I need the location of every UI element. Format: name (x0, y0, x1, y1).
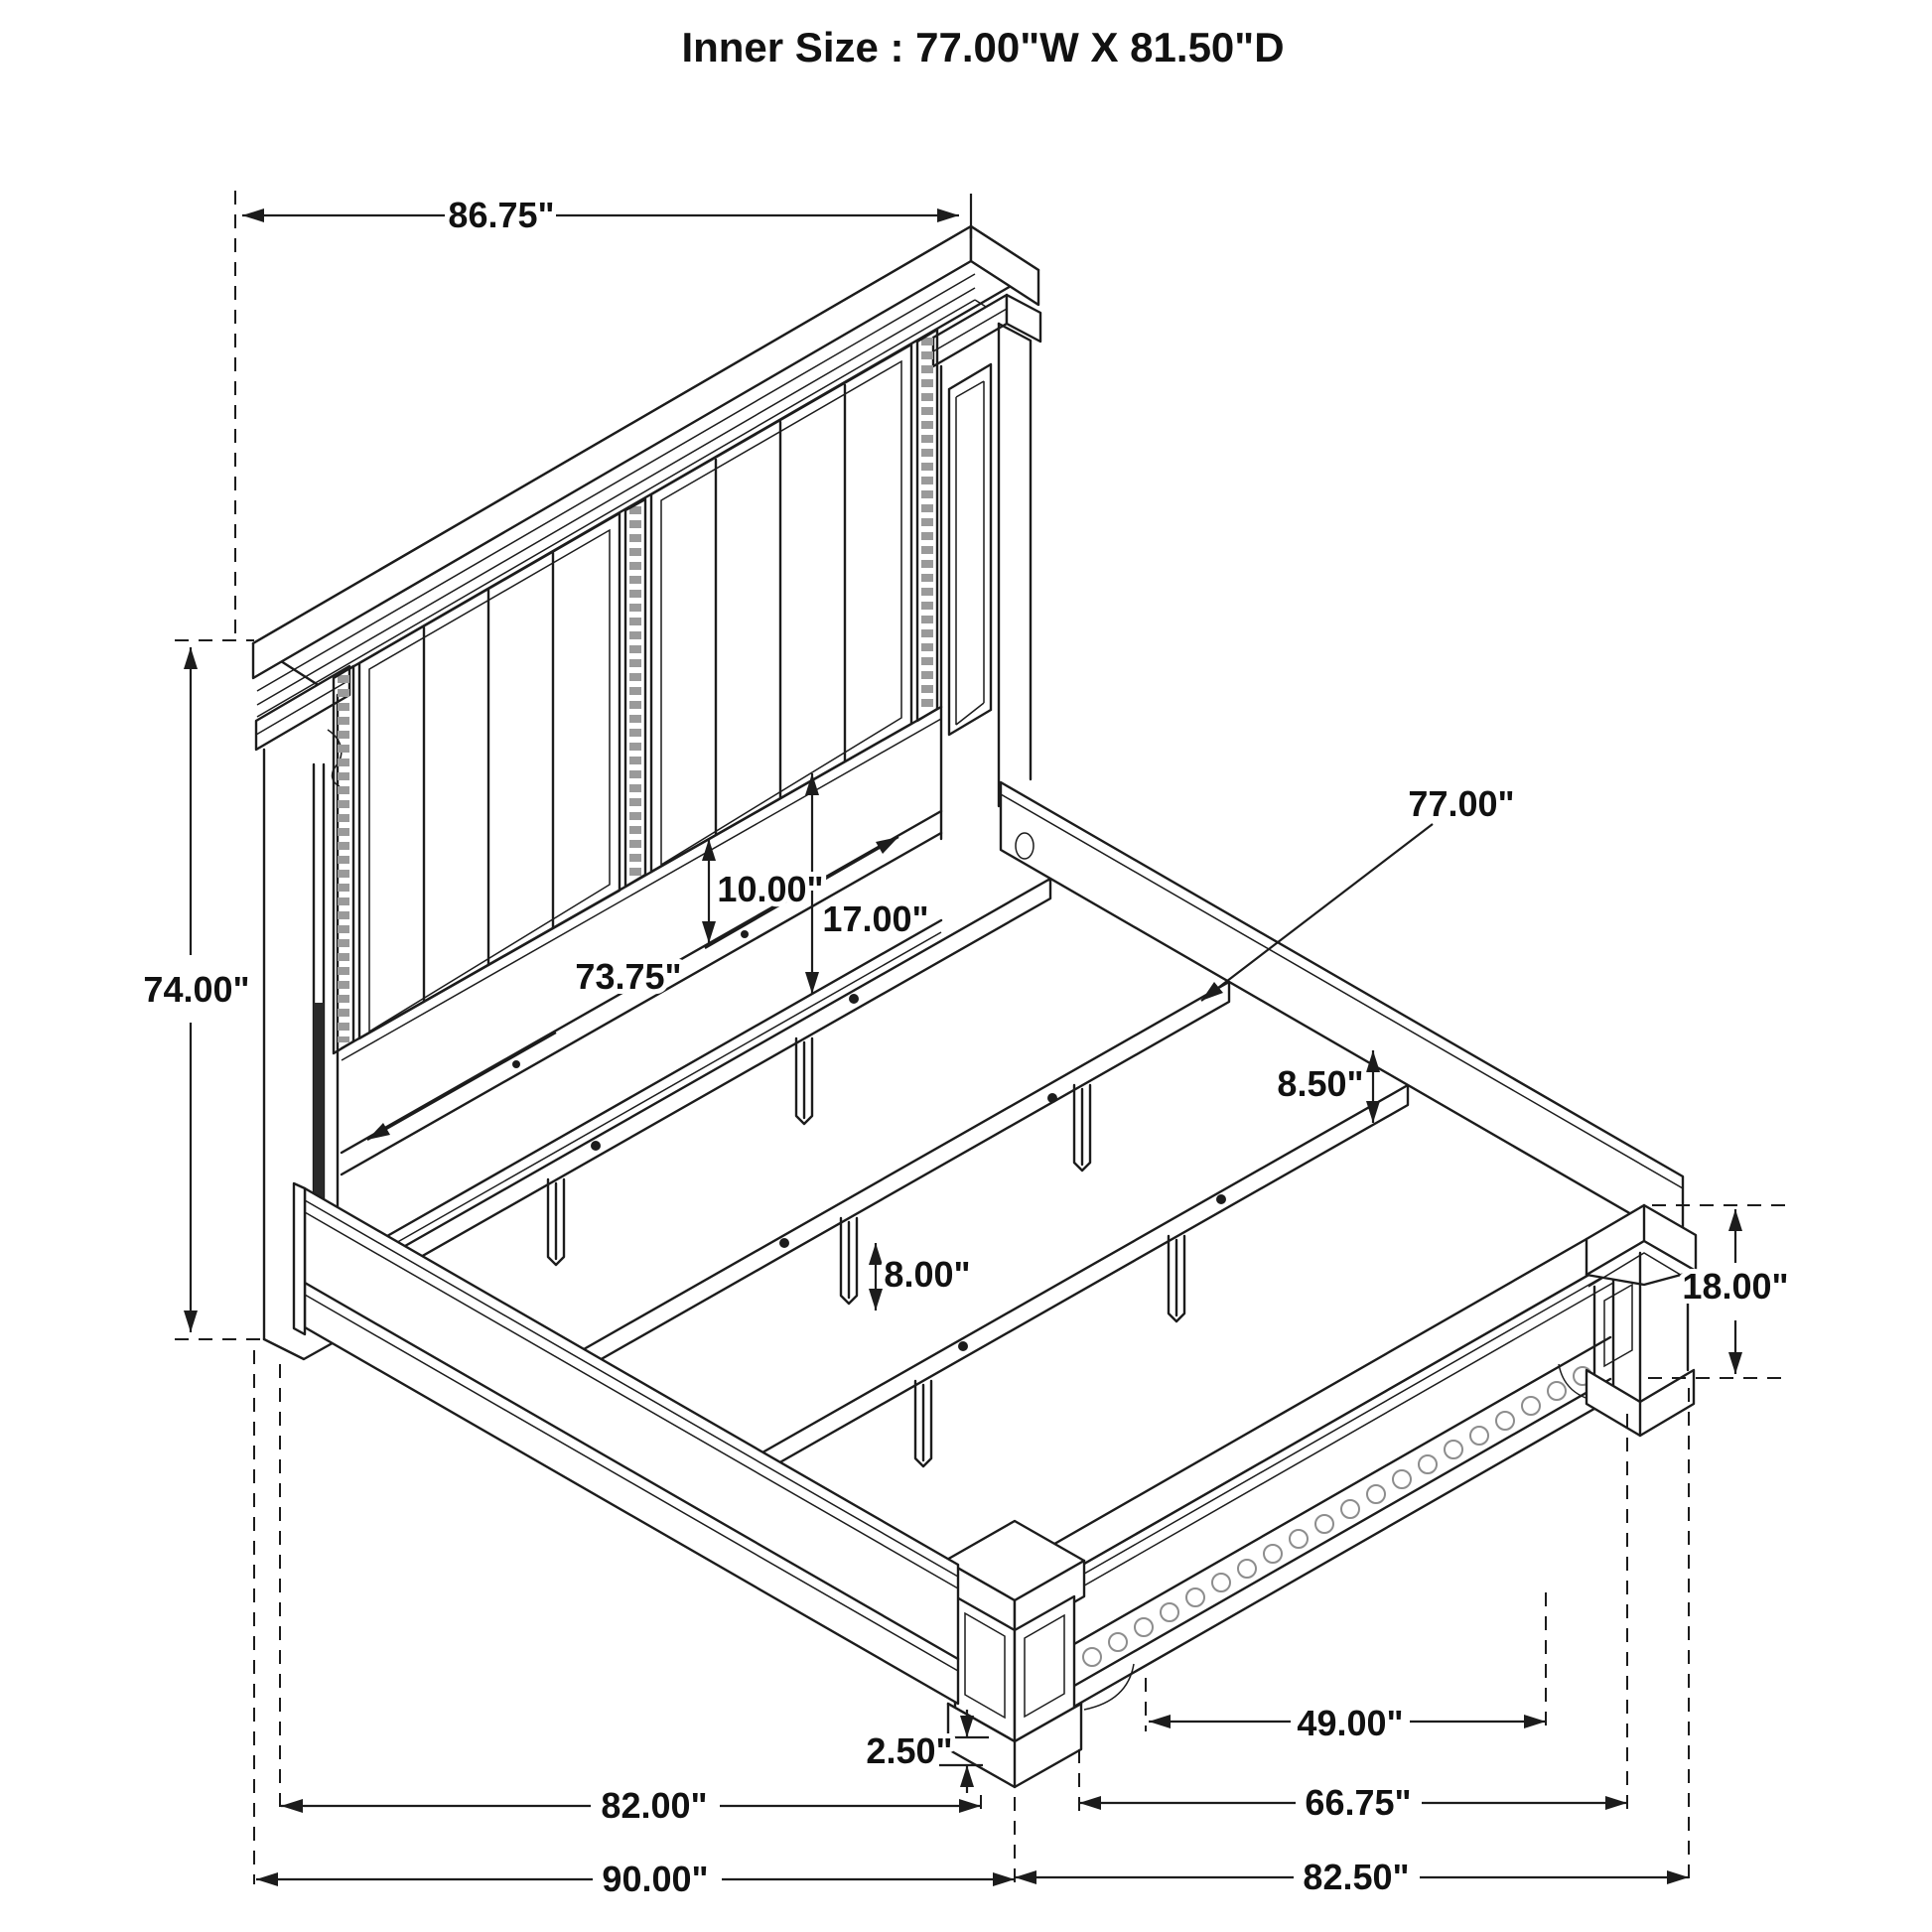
dim-label-2-50: 2.50" (866, 1730, 953, 1771)
dim-label-8-50: 8.50" (1277, 1063, 1364, 1104)
dim-label-66-75: 66.75" (1305, 1782, 1412, 1823)
slat-leg (796, 1038, 812, 1124)
slat-leg (1074, 1085, 1090, 1171)
rail-end-cap (294, 1183, 305, 1334)
dim-label-82-00: 82.00" (601, 1785, 708, 1826)
dim-label-77-00: 77.00" (1408, 783, 1515, 824)
dim-label-10-00: 10.00" (717, 869, 824, 909)
near-side-rail (294, 1183, 958, 1704)
footboard (1042, 1205, 1696, 1710)
dim-label-86-75: 86.75" (448, 195, 555, 235)
slat-leg (1169, 1236, 1184, 1321)
near-foot-post (945, 1521, 1084, 1787)
headboard-right-post (941, 324, 1031, 839)
dim-label-17-00: 17.00" (822, 898, 929, 939)
dim-label-82-50: 82.50" (1303, 1857, 1410, 1897)
headboard (253, 226, 1040, 1359)
dim-label-73-75: 73.75" (575, 956, 682, 997)
dim-label-18-00: 18.00" (1682, 1266, 1789, 1307)
slat-leg (841, 1218, 857, 1304)
page-title: Inner Size : 77.00"W X 81.50"D (681, 24, 1285, 70)
dim-label-8-00: 8.00" (884, 1254, 971, 1295)
dim-label-74-00: 74.00" (143, 969, 250, 1010)
slat-leg (915, 1381, 931, 1466)
slat-leg (548, 1179, 564, 1265)
dim-label-49-00: 49.00" (1297, 1703, 1404, 1743)
dim-label-90-00: 90.00" (602, 1859, 709, 1899)
far-side-rail (1001, 782, 1683, 1244)
